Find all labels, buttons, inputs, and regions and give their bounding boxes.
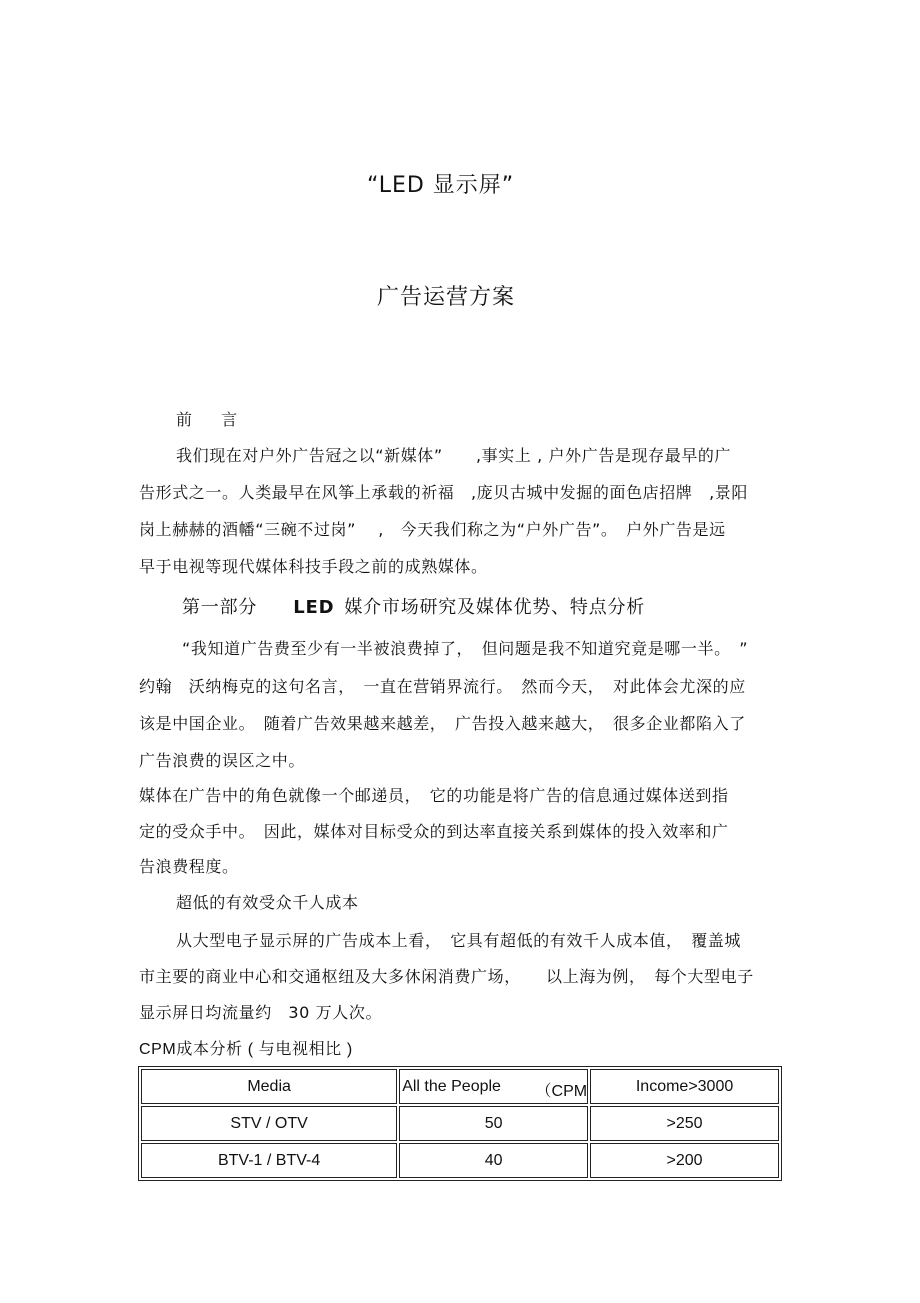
cpm-subheading: 超低的有效受众千人成本 <box>176 893 359 912</box>
preface-line: 岗上赫赫的酒幡“三碗不过岗” , 今天我们称之为“户外广告”。 户外广告是远 <box>139 520 726 539</box>
header-people-label: All the People <box>402 1078 501 1095</box>
table-row <box>141 1143 779 1178</box>
preface-line: 早于电视等现代媒体科技手段之前的成熟媒体。 <box>139 557 488 576</box>
table-cell: 50 <box>399 1106 588 1141</box>
media-line: 告浪费程度。 <box>139 857 239 876</box>
part1-rest: 媒介市场研究及媒体优势、特点分析 <box>344 597 646 618</box>
quote-line: “我知道广告费至少有一半被浪费掉了， 但问题是我不知道究竟是哪一半。 ” <box>182 639 749 658</box>
preface-heading: 前 言 <box>176 410 250 429</box>
cost-line: 显示屏日均流量约 30 万人次。 <box>139 1003 383 1022</box>
header-media: Media <box>141 1069 397 1104</box>
table-cell: >250 <box>590 1106 779 1141</box>
media-line: 定的受众手中。 因此，媒体对目标受众的到达率直接关系到媒体的投入效率和广 <box>139 822 729 841</box>
header-cpm-label: （CPM <box>535 1083 588 1100</box>
header-income: Income>3000 <box>590 1069 779 1104</box>
document-title: “LED 显示屏” <box>367 173 515 198</box>
quote-line: 广告浪费的误区之中。 <box>139 751 306 770</box>
table-cell: BTV-1 / BTV-4 <box>141 1143 397 1178</box>
cost-line: 从大型电子显示屏的广告成本上看， 它具有超低的有效千人成本值， 覆盖城 <box>176 931 742 950</box>
preface-line: 我们现在对户外广告冠之以“新媒体” ,事实上 , 户外广告是现存最早的广 <box>176 446 732 465</box>
part1-prefix: 第一部分 <box>182 597 258 618</box>
table-cell: >200 <box>590 1143 779 1178</box>
preface-line: 告形式之一。人类最早在风筝上承载的祈福 ,庞贝古城中发掘的面色店招牌 ,景阳 <box>139 483 748 502</box>
table-row <box>141 1106 779 1141</box>
part1-led: LED <box>293 597 335 618</box>
table-cell: STV / OTV <box>141 1106 397 1141</box>
cpm-table <box>138 1066 782 1181</box>
quote-line: 约翰 沃纳梅克的这句名言， 一直在营销界流行。 然而今天， 对此体会尤深的应 <box>139 677 746 696</box>
header-people <box>399 1069 588 1104</box>
cost-line: 市主要的商业中心和交通枢纽及大多休闲消费广场， 以上海为例， 每个大型电子 <box>139 967 754 986</box>
table-cell: 40 <box>399 1143 588 1178</box>
document-subtitle: 广告运营方案 <box>377 285 516 310</box>
table-header-row <box>141 1069 779 1104</box>
quote-line: 该是中国企业。 随着广告效果越来越差， 广告投入越来越大， 很多企业都陷入了 <box>139 714 746 733</box>
media-line: 媒体在广告中的角色就像一个邮递员， 它的功能是将广告的信息通过媒体送到指 <box>139 786 729 805</box>
part1-heading <box>182 596 645 620</box>
table-caption: CPM成本分析 ( 与电视相比 ) <box>139 1041 353 1058</box>
